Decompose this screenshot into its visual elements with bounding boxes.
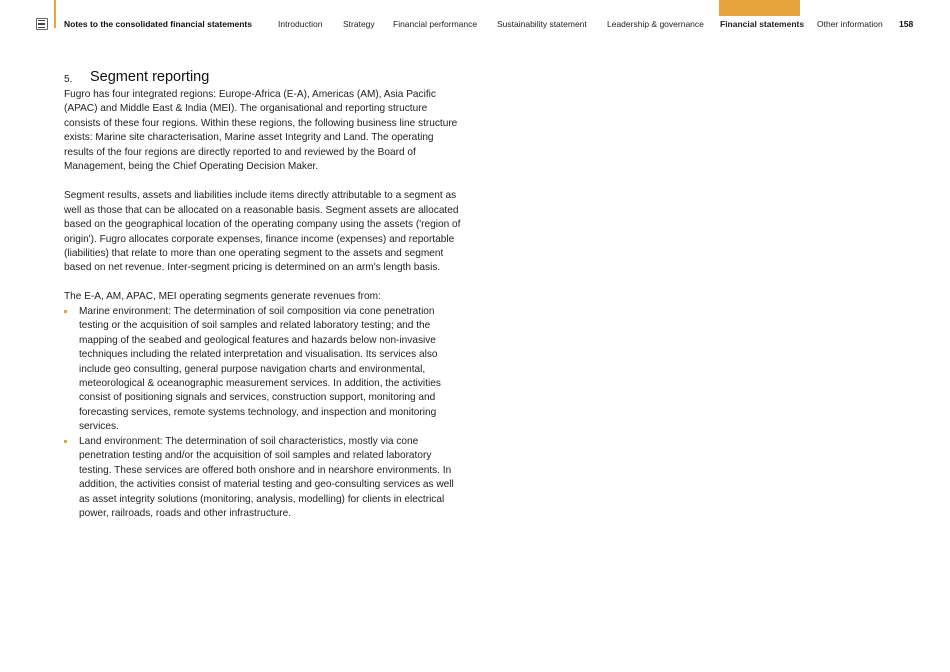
list-item-text: Land environment: The determination of soil characteristics, mostly via cone penetration testing and/or the acquisition of soil samples and related laboratory testing. These services are offered both onshore and in nearshore environments. In addition, the activities consist of material testing and geo-consulting services as well as asset integrity solutions (monitoring, analysis, modelling) for clients in electrical power, railroads, roads and other infrastructure. (79, 435, 454, 520)
nav-sustainability-statement[interactable]: Sustainability statement (497, 19, 587, 29)
accent-divider (54, 0, 56, 28)
menu-icon[interactable] (36, 18, 48, 30)
main-content (64, 70, 464, 522)
list-item (64, 435, 464, 522)
document-title[interactable]: Notes to the consolidated financial statements (64, 19, 252, 29)
nav-financial-performance[interactable]: Financial performance (393, 19, 478, 29)
active-tab-indicator (719, 0, 800, 16)
page-number: 158 (899, 19, 914, 29)
nav-other-information[interactable]: Other information (817, 19, 883, 29)
paragraph-revenue-sources: The E-A, AM, APAC, MEI operating segments generate revenues from: (64, 291, 381, 303)
bullet-icon (64, 440, 67, 443)
section-number: 5. (64, 74, 73, 85)
hamburger-icon (38, 20, 45, 28)
list-item-text: Marine environment: The determination of soil composition via cone penetration testing or the acquisition of soil samples and related laboratory testing; and the mapping of the seabed and geological features and hazards below non-invasive techniques including the related interpretation and visualisation. Its services also include geo consulting, general purpose navigation charts and environmental, meteorological & oceanographic measurement services. In addition, the activities consist of positioning signals and services, construction support, monitoring and forecasting services, remote systems technology, and inspection and monitoring services. (79, 305, 441, 433)
section-heading (64, 70, 464, 88)
top-navigation-bar (0, 0, 950, 48)
paragraph-segment-results: Segment results, assets and liabilities include items directly attributable to a segment as well as those that can be allocated on a reasonable basis. Segment assets are allocated based on the geographical location of the operating company using the assets ('region of origin'). Fugro allocates corporate expenses, finance income (expenses) and reportable (liabilities) that relate to more than one operating segment to the assets and segment based on net revenue. Inter-segment pricing is determined on an arm's length basis. (64, 190, 461, 274)
section-title: Segment reporting (90, 69, 210, 85)
nav-introduction[interactable]: Introduction (278, 19, 323, 29)
nav-leadership-governance[interactable]: Leadership & governance (607, 19, 704, 29)
bullet-icon (64, 310, 67, 313)
list-item (64, 305, 464, 435)
nav-financial-statements[interactable]: Financial statements (720, 19, 805, 29)
revenue-source-list (64, 305, 464, 522)
nav-strategy[interactable]: Strategy (343, 19, 375, 29)
paragraph-segments-intro: Fugro has four integrated regions: Europe-Africa (E-A), Americas (AM), Asia Pacific (APAC) and Middle East & India (MEI). The organisational and reporting structure consists of these four regions. Within these regions, the following business line structure exists: Marine site characterisation, Marine asset Integrity and Land. The operating results of the four regions are directly reported to and reviewed by the Board of Management, being the Chief Operating Decision Maker. (64, 89, 458, 173)
